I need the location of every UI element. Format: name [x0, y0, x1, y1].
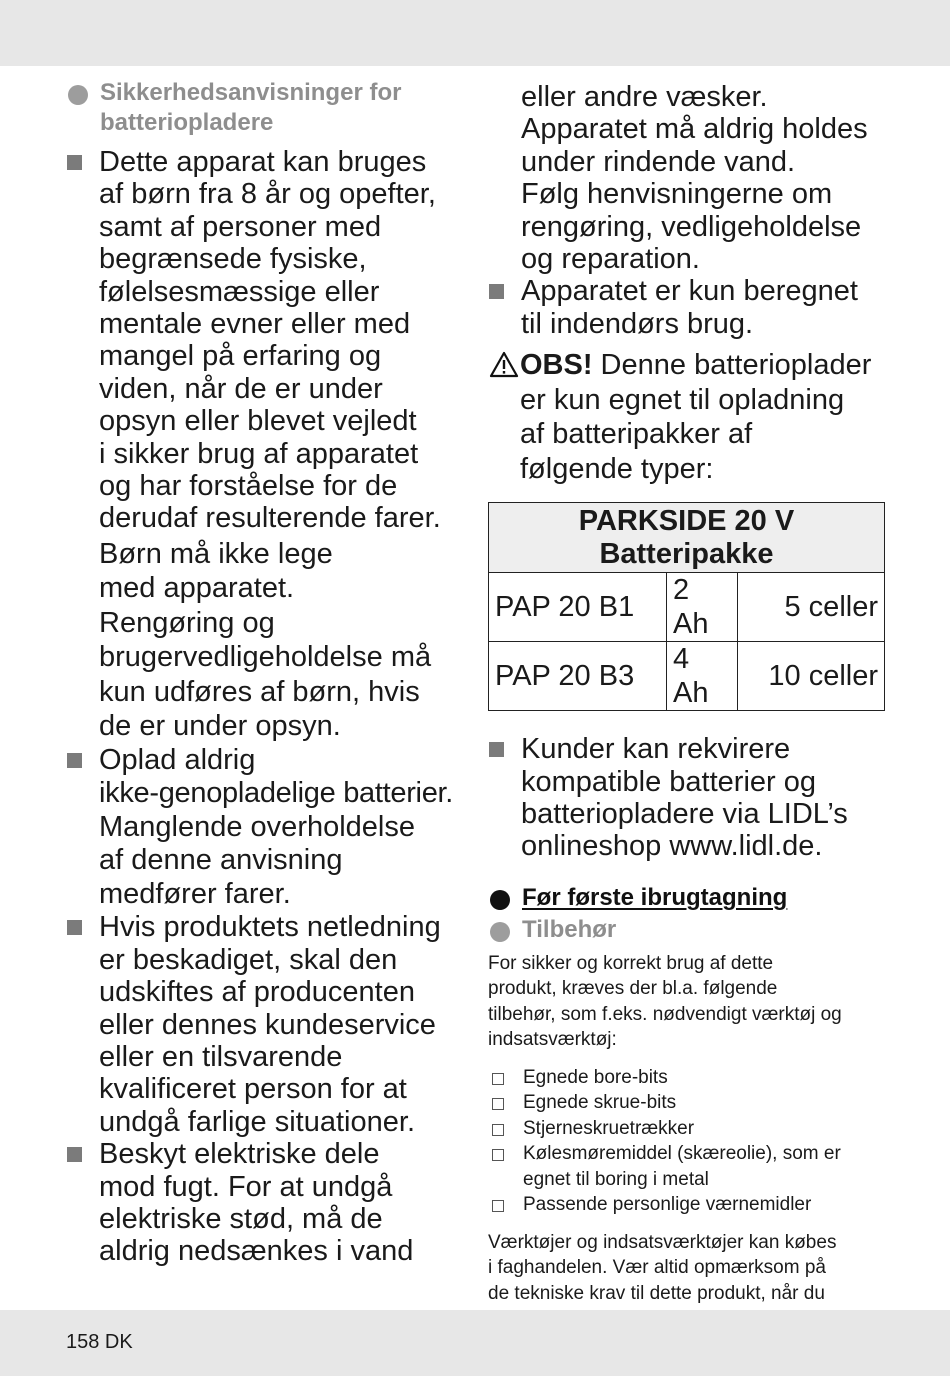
- first-use-heading: Før første ibrugtagning: [488, 883, 888, 913]
- table-row: [489, 642, 885, 711]
- safety-item-children: [66, 146, 466, 535]
- section-bullet-icon: [490, 890, 510, 910]
- list-item: [488, 1116, 888, 1142]
- text-line: Passende personlige værnemidler: [523, 1194, 812, 1216]
- warning-triangle-icon: [488, 350, 520, 378]
- table-header-line: PARKSIDE 20 V: [578, 505, 795, 538]
- text-line: kvalificeret person for at: [99, 1073, 407, 1106]
- battery-table: [488, 502, 885, 711]
- table-row: [489, 573, 885, 642]
- warning-label: OBS!: [520, 349, 593, 382]
- warning-block: [488, 348, 888, 486]
- text-line: For sikker og korrekt brug af dette: [488, 952, 774, 974]
- text-line: til indendørs brug.: [521, 307, 754, 340]
- safety-section-heading: [66, 78, 466, 138]
- accessory-intro: [488, 951, 888, 1053]
- text-line: af batteripakker af: [520, 418, 753, 451]
- customer-info-item: [488, 733, 888, 863]
- text-line: produkt, kræves der bl.a. følgende: [488, 978, 778, 1000]
- text-line: samt af personer med: [99, 210, 382, 243]
- page-footer-band: [0, 1310, 950, 1376]
- table-cell-cells: 5 celler: [738, 573, 885, 642]
- text-line: er kun egnet til opladning: [520, 383, 845, 416]
- right-column: [488, 81, 888, 1332]
- text-line: Egnede bore-bits: [523, 1066, 668, 1088]
- text-line: Børn må ikke lege: [99, 537, 333, 570]
- text-line: Rengøring og: [99, 606, 275, 639]
- text-line: Hvis produktets netledning: [99, 911, 441, 944]
- text-line: rengøring, vedligeholdelse: [521, 210, 862, 243]
- checkbox-icon: [492, 1149, 504, 1161]
- square-bullet-icon: [67, 753, 82, 768]
- text-line: med apparatet.: [99, 572, 295, 605]
- square-bullet-icon: [67, 920, 82, 935]
- page-top-band: [0, 0, 950, 66]
- continued-paragraph: [488, 81, 888, 275]
- indoor-use-item: [488, 275, 888, 340]
- text-line: i faghandelen. Vær altid opmærksom på: [488, 1257, 826, 1279]
- square-bullet-icon: [489, 742, 504, 757]
- table-cell-model: PAP 20 B1: [489, 573, 667, 642]
- text-line: onlineshop www.lidl.de.: [521, 830, 823, 863]
- text-line: mangel på erfaring og: [99, 340, 382, 373]
- table-cell-capacity: 2 Ah: [667, 573, 738, 642]
- text-line: Kunder kan rekvirere: [521, 733, 791, 766]
- text-line: i sikker brug af apparatet: [99, 437, 419, 470]
- text-line: Beskyt elektriske dele: [99, 1138, 380, 1171]
- square-bullet-icon: [67, 1147, 82, 1162]
- safety-item-moisture: [66, 1138, 466, 1268]
- text-line: medfører farer.: [99, 877, 291, 910]
- cleaning-paragraph: [66, 606, 466, 744]
- text-line: viden, når de er under: [99, 372, 383, 405]
- text-line: og har forståelse for de: [99, 470, 398, 503]
- text-line: og reparation.: [521, 243, 700, 276]
- list-item: [488, 1090, 888, 1116]
- text-line: Apparatet må aldrig holdes: [521, 113, 868, 146]
- text-line: Værktøjer og indsatsværktøjer kan købes: [488, 1231, 837, 1253]
- text-line: eller en tilsvarende: [99, 1041, 343, 1073]
- accessory-checklist: [488, 1065, 888, 1218]
- list-item: [488, 1192, 888, 1218]
- text-line: Denne batterioplader: [592, 349, 872, 382]
- checkbox-icon: [492, 1098, 504, 1110]
- section-bullet-icon: [490, 922, 510, 942]
- text-line: Dette apparat kan bruges: [99, 146, 427, 178]
- section-title-line: batteriopladere: [100, 109, 274, 136]
- text-line: Manglende overholdelse: [99, 810, 415, 843]
- safety-item-non-rechargeable: [66, 744, 466, 912]
- section-bullet-icon: [68, 85, 88, 105]
- text-line: følgende typer:: [520, 452, 714, 485]
- text-line: egnet til boring i metal: [523, 1168, 709, 1190]
- text-line: derudaf resulterende farer.: [99, 502, 441, 535]
- text-line: mod fugt. For at undgå: [99, 1170, 393, 1203]
- text-line: ikke-genopladelige batterier.: [99, 777, 454, 810]
- list-item: [488, 1065, 888, 1091]
- text-line: indsatsværktøj:: [488, 1029, 617, 1051]
- table-header-line: Batteripakke: [599, 538, 774, 571]
- square-bullet-icon: [67, 155, 82, 170]
- text-line: af denne anvisning: [99, 844, 343, 877]
- safety-item-power-cord: [66, 911, 466, 1138]
- accessories-heading: Tilbehør: [488, 915, 888, 945]
- text-line: er beskadiget, skal den: [99, 943, 398, 976]
- left-column: [66, 78, 466, 1268]
- table-header: [489, 503, 885, 573]
- text-line: opsyn eller blevet vejledt: [99, 405, 417, 438]
- text-line: under rindende vand.: [521, 145, 796, 178]
- text-line: kun udføres af børn, hvis: [99, 675, 420, 708]
- text-line: de tekniske krav til dette produkt, når du: [488, 1282, 825, 1304]
- text-line: udskiftes af producenten: [99, 976, 415, 1009]
- page-number: 158 DK: [66, 1331, 133, 1353]
- text-line: de er under opsyn.: [99, 710, 341, 743]
- text-line: elektriske stød, må de: [99, 1203, 383, 1236]
- text-line: Stjerneskruetrækker: [523, 1117, 695, 1139]
- square-bullet-icon: [489, 284, 504, 299]
- section-title-line: Sikkerhedsanvisninger for: [100, 79, 402, 106]
- text-line: Egnede skrue-bits: [523, 1092, 677, 1114]
- text-line: begrænsede fysiske,: [99, 243, 367, 276]
- text-line: Følg henvisningerne om: [521, 178, 833, 211]
- table-cell-capacity: 4 Ah: [667, 642, 738, 711]
- list-item: [488, 1141, 888, 1192]
- text-line: Apparatet er kun beregnet: [521, 275, 858, 308]
- checkbox-icon: [492, 1200, 504, 1212]
- text-line: Oplad aldrig: [99, 743, 256, 776]
- text-line: eller andre væsker.: [521, 81, 768, 113]
- table-cell-cells: 10 celler: [738, 642, 885, 711]
- text-line: eller dennes kundeservice: [99, 1008, 436, 1041]
- checkbox-icon: [492, 1124, 504, 1136]
- text-line: følelsesmæssige eller: [99, 275, 380, 308]
- text-line: Kølesmøremiddel (skæreolie), som er: [523, 1143, 841, 1165]
- text-line: af børn fra 8 år og opefter,: [99, 178, 436, 211]
- text-line: kompatible batterier og: [521, 765, 816, 798]
- table-cell-model: PAP 20 B3: [489, 642, 667, 711]
- text-line: aldrig nedsænkes i vand: [99, 1235, 414, 1268]
- text-line: mentale evner eller med: [99, 308, 411, 341]
- text-line: undgå farlige situationer.: [99, 1105, 415, 1138]
- text-line: brugervedligeholdelse må: [99, 641, 432, 674]
- text-line: batteriopladere via LIDL’s: [521, 798, 848, 831]
- children-play-paragraph: [66, 537, 466, 606]
- text-line: tilbehør, som f.eks. nødvendigt værktøj og: [488, 1003, 842, 1025]
- checkbox-icon: [492, 1073, 504, 1085]
